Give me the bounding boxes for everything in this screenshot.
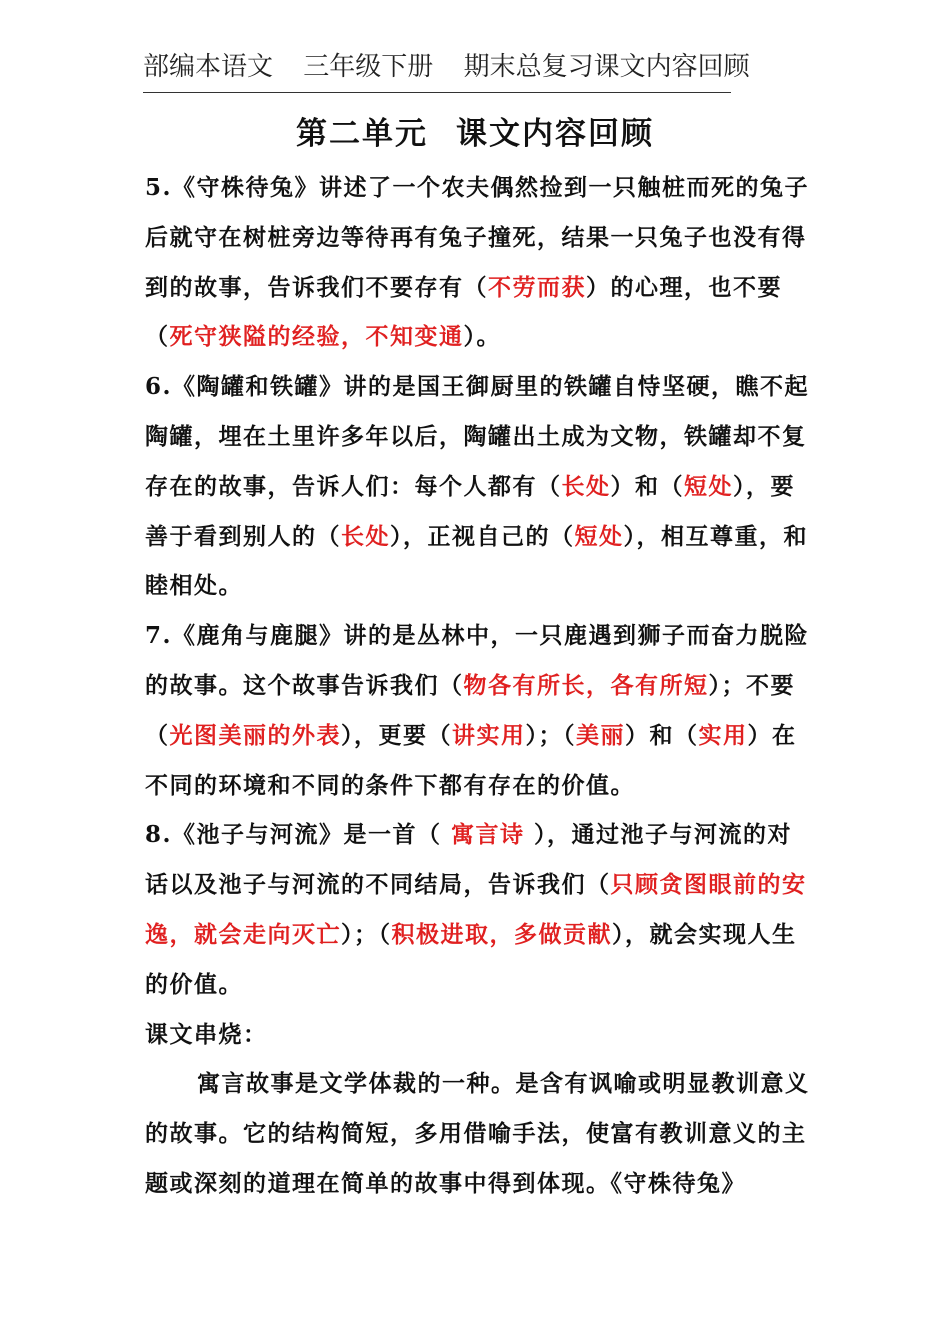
item-7-text-b: ）；不要（ <box>145 671 795 749</box>
item-7-text-a: 7.《鹿角与鹿腿》讲的是丛林中，一只鹿遇到狮子而奋力脱险的故事。这个故事告诉我们（ <box>145 622 810 699</box>
item-5-answer-1: 不劳而获 <box>488 273 586 301</box>
header-subject: 部编本语文 <box>143 52 274 82</box>
item-6-answer-3: 长处 <box>341 522 390 550</box>
header-divider <box>143 92 731 93</box>
item-6-text-e: ），相互尊重，和睦相处。 <box>145 522 808 600</box>
item-6-text-d: ），正视自己的（ <box>390 522 575 550</box>
item-6 <box>145 362 810 611</box>
review-content <box>145 163 810 1209</box>
item-5-text-b: ）的心理，也不要（ <box>145 273 782 351</box>
item-5-text-c: ）。 <box>463 323 501 351</box>
item-8-text-d: ），就会实现人生的价值。 <box>145 920 797 998</box>
item-5-answer-2: 死守狭隘的经验，不知变通 <box>169 323 464 351</box>
header-grade: 三年级下册 <box>303 52 434 82</box>
item-8-answer-3: 积极进取，多做贡献 <box>391 920 612 948</box>
item-8-answer-1: 寓言诗 <box>451 821 525 849</box>
page-title <box>0 108 950 153</box>
summary-label: 课文串烧： <box>145 1020 268 1048</box>
item-8 <box>145 810 810 1009</box>
item-7-answer-4: 美丽 <box>576 721 625 749</box>
item-7-answer-5: 实用 <box>698 721 748 749</box>
item-6-answer-4: 短处 <box>574 522 624 550</box>
item-8-answer-2: 只顾贪图眼前的安逸，就会走向灭亡 <box>145 871 807 948</box>
title-unit: 第二单元 <box>296 116 428 152</box>
item-7-answer-2: 光图美丽的外表 <box>169 721 341 749</box>
item-5 <box>145 163 810 362</box>
item-7-text-d: ）；（ <box>525 721 576 749</box>
header-topic: 期末总复习课文内容回顾 <box>463 52 750 82</box>
item-7 <box>145 611 810 810</box>
item-6-answer-1: 长处 <box>561 472 611 500</box>
item-8-text-c: ）；（ <box>341 920 392 948</box>
page-header <box>143 46 750 83</box>
item-7-text-c: ），更要（ <box>341 721 452 749</box>
item-6-text-c: ），要善于看到别人的（ <box>145 472 795 550</box>
item-6-text-a: 6.《陶罐和铁罐》讲的是国王御厨里的铁罐自恃坚硬，瞧不起陶罐，埋在土里许多年以后，陶罐出土成为文物，铁罐却不复存在的故事，告诉人们：每个人都有（ <box>145 373 810 500</box>
item-7-text-f: ）在不同的环境和不同的条件下都有存在的价值。 <box>145 721 797 799</box>
item-6-text-b: ）和（ <box>610 472 684 500</box>
item-8-text-b: ），通过池子与河流的对话以及池子与河流的不同结局，告诉我们（ <box>145 821 793 899</box>
title-name: 课文内容回顾 <box>456 116 654 152</box>
summary-text: 寓言故事是文学体裁的一种。是含有讽喻或明显教训意义的故事。它的结构简短，多用借喻手法，使富有教训意义的主题或深刻的道理在简单的故事中得到体现。《守株待兔》 <box>145 1070 810 1197</box>
item-7-answer-1: 物各有所长，各有所短 <box>463 671 709 699</box>
item-7-text-e: ）和（ <box>625 721 699 749</box>
item-8-text-a: 8.《池子与河流》是一首（ <box>145 821 452 849</box>
item-5-text-a: 5.《守株待兔》讲述了一个农夫偶然捡到一只触桩而死的兔子后就守在树桩旁边等待再有兔子撞死，结果一只兔子也没有得到的故事，告诉我们不要存有（ <box>145 174 810 301</box>
item-6-answer-2: 短处 <box>684 472 733 500</box>
item-7-answer-3: 讲实用 <box>452 721 526 749</box>
